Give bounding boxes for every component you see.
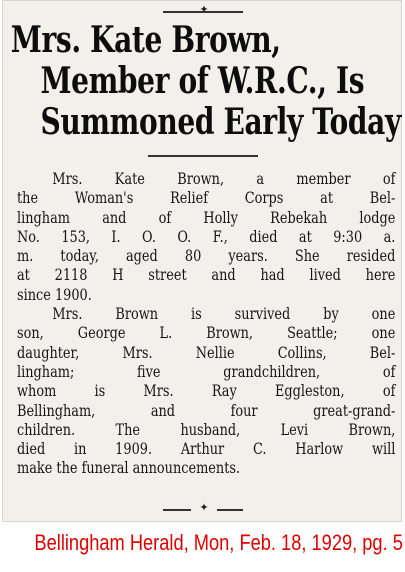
article-line: the Woman's Relief Corps at Bel- <box>17 188 396 208</box>
article-line: lingham and of Holly Rebekah lodge <box>17 207 396 227</box>
article-line: lingham; five grandchildren, of <box>17 361 396 381</box>
bottom-ornament-icon: ✦ <box>191 501 217 515</box>
article-line: m. today, aged 80 years. She resided <box>17 246 396 266</box>
article-line: Mrs. Brown is survived by one <box>52 304 396 324</box>
headline-divider-rule <box>148 155 258 157</box>
top-ornament-icon: ✦ <box>199 3 209 16</box>
newspaper-clipping <box>2 0 402 522</box>
article-line: since 1900. <box>17 284 92 304</box>
headline-line-2: Member of W.R.C., Is <box>40 60 365 102</box>
article-line: daughter, Mrs. Nellie Collins, Bel- <box>17 342 396 362</box>
article-line: Bellingham, and four great-grand- <box>17 400 396 420</box>
article-line: children. The husband, Levi Brown, <box>17 419 396 439</box>
headline-line-3: Summoned Early Today <box>40 101 401 143</box>
article-line: make the funeral announcements. <box>17 458 241 478</box>
source-caption: Bellingham Herald, Mon, Feb. 18, 1929, pg. 5 <box>34 530 403 555</box>
article-body <box>17 169 395 478</box>
article-line: No. 153, I. O. O. F., died at 9:30 a. <box>17 226 396 246</box>
article-line: at 2118 H street and had lived here <box>17 265 396 285</box>
article-line: son, George L. Brown, Seattle; one <box>17 323 396 343</box>
article-line: Mrs. Kate Brown, a member of <box>52 169 396 188</box>
article-line: died in 1909. Arthur C. Harlow will <box>17 439 396 459</box>
article-line: whom is Mrs. Ray Eggleston, of <box>17 381 396 401</box>
headline-line-1: Mrs. Kate Brown, <box>10 19 281 61</box>
